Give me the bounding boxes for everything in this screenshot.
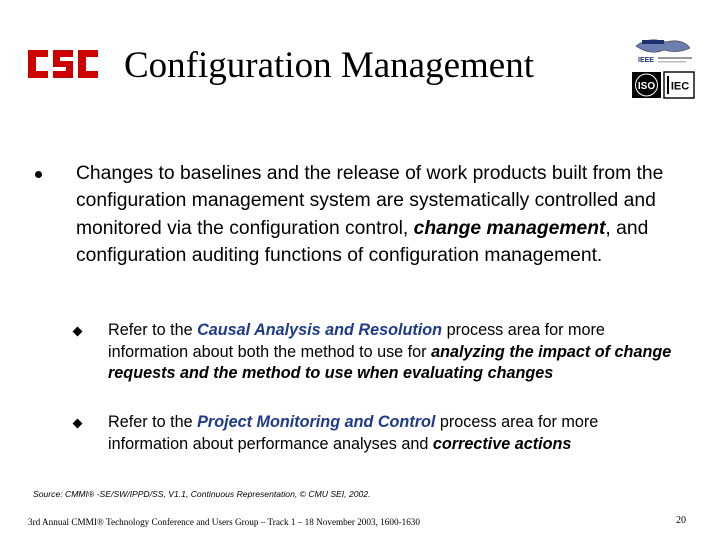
- slide-title: Configuration Management: [124, 45, 534, 86]
- iec-logo: [664, 72, 694, 98]
- iso-logo: [632, 72, 661, 98]
- main-bullet-text-segment: , and configuration auditing functions of configuration management.: [76, 217, 649, 267]
- bullet-diamond-icon: [73, 327, 83, 337]
- process-area-link[interactable]: Project Monitoring and Control: [197, 413, 436, 431]
- standards-logos: [628, 34, 698, 100]
- bullet-diamond-icon: [73, 419, 83, 429]
- main-bullet-text-segment: Changes to baselines and the release of work products built from the configuration management system are systematically controlled and monitored via the configuration control,: [76, 163, 664, 239]
- sub-bullet-1: [108, 320, 680, 385]
- iso-logo-text: ISO: [637, 81, 656, 92]
- sub-bullet-text-segment: process area for more information about both the method to use for: [108, 321, 605, 361]
- bullet-dot-icon: [35, 171, 42, 178]
- footer-text: 3rd Annual CMMI® Technology Conference and Users Group – Track 1 – 18 November 2003, 1600-1630: [28, 517, 420, 527]
- process-area-link[interactable]: Causal Analysis and Resolution: [197, 321, 443, 339]
- sub-bullet-emphasis: analyzing the impact of change requests and the method to use when evaluating changes: [108, 342, 672, 382]
- ieee-logo: [636, 40, 692, 64]
- sub-bullet-text-segment: Refer to the: [108, 321, 198, 339]
- csc-logo: [26, 48, 102, 80]
- sub-bullet-2: [108, 412, 680, 455]
- sub-bullet-text-segment: process area for more information about performance analyses and: [108, 413, 599, 453]
- main-bullet-text: [76, 160, 676, 270]
- sub-bullet-emphasis: corrective actions: [432, 434, 572, 453]
- main-bullet-emphasis: change management: [413, 217, 606, 239]
- source-citation: Source: CMMI® -SE/SW/IPPD/SS, V1.1, Continuous Representation, © CMU SEI, 2002.: [33, 489, 371, 499]
- sub-bullet-text-segment: Refer to the: [108, 413, 198, 431]
- page-number: 20: [676, 515, 686, 526]
- ieee-logo-text: IEEE: [638, 57, 654, 64]
- iec-logo-text: IEC: [670, 80, 690, 93]
